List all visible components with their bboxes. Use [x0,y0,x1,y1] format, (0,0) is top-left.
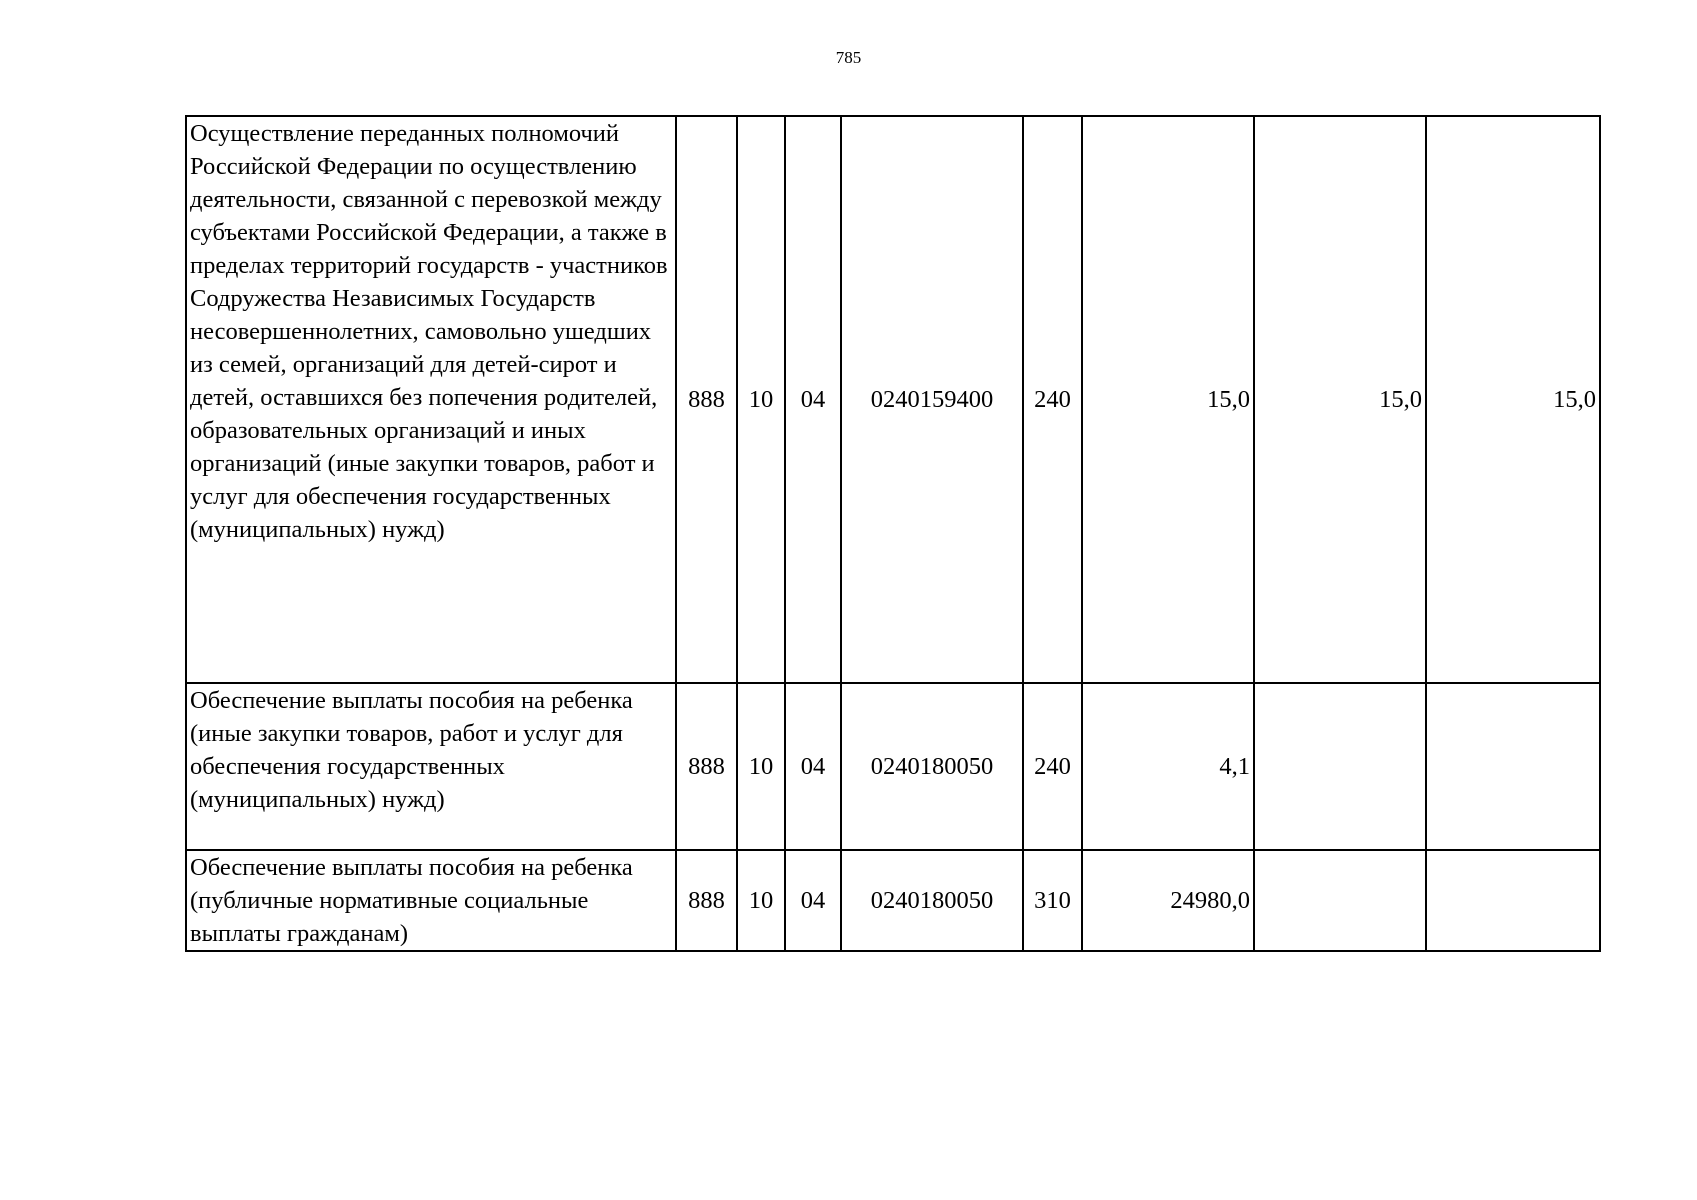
pr-cell: 04 [785,116,841,683]
sum1-cell: 24980,0 [1082,850,1254,951]
pr-cell: 04 [785,850,841,951]
sum3-cell [1426,850,1600,951]
sum3-cell: 15,0 [1426,116,1600,683]
page-number: 785 [835,48,862,67]
sum2-cell [1254,683,1426,850]
table-row [186,850,1600,951]
ved-cell: 888 [676,683,737,850]
sum2-cell: 15,0 [1254,116,1426,683]
sum2-cell [1254,850,1426,951]
table-row [186,683,1600,850]
rz-cell: 10 [737,683,785,850]
rz-cell: 10 [737,116,785,683]
pr-cell: 04 [785,683,841,850]
csr-cell: 0240180050 [841,683,1023,850]
sum1-cell: 4,1 [1082,683,1254,850]
csr-cell: 0240159400 [841,116,1023,683]
row-name-cell: Обеспечение выплаты пособия на ребенка (публичные нормативные социальные выплаты гражданам) [186,850,676,951]
rz-cell: 10 [737,850,785,951]
vr-cell: 310 [1023,850,1082,951]
csr-cell: 0240180050 [841,850,1023,951]
sum3-cell [1426,683,1600,850]
budget-table [185,115,1601,952]
ved-cell: 888 [676,116,737,683]
table-row [186,116,1600,683]
sum1-cell: 15,0 [1082,116,1254,683]
row-name-cell: Обеспечение выплаты пособия на ребенка (иные закупки товаров, работ и услуг для обеспечения государственных (муниципальных) нужд) [186,683,676,850]
row-name-cell: Осуществление переданных полномочий Российской Федерации по осуществлению деятельности, связанной с перевозкой между субъектами Российской Федерации, а также в пределах территорий государств - участников Содружества Независимых Государств несовершеннолетних, самовольно ушедших из семей, организаций для детей-сирот и детей, оставшихся без попечения родителей, образовательных организаций и иных организаций (иные закупки товаров, работ и услуг для обеспечения государственных (муниципальных) нужд) [186,116,676,683]
ved-cell: 888 [676,850,737,951]
vr-cell: 240 [1023,116,1082,683]
vr-cell: 240 [1023,683,1082,850]
